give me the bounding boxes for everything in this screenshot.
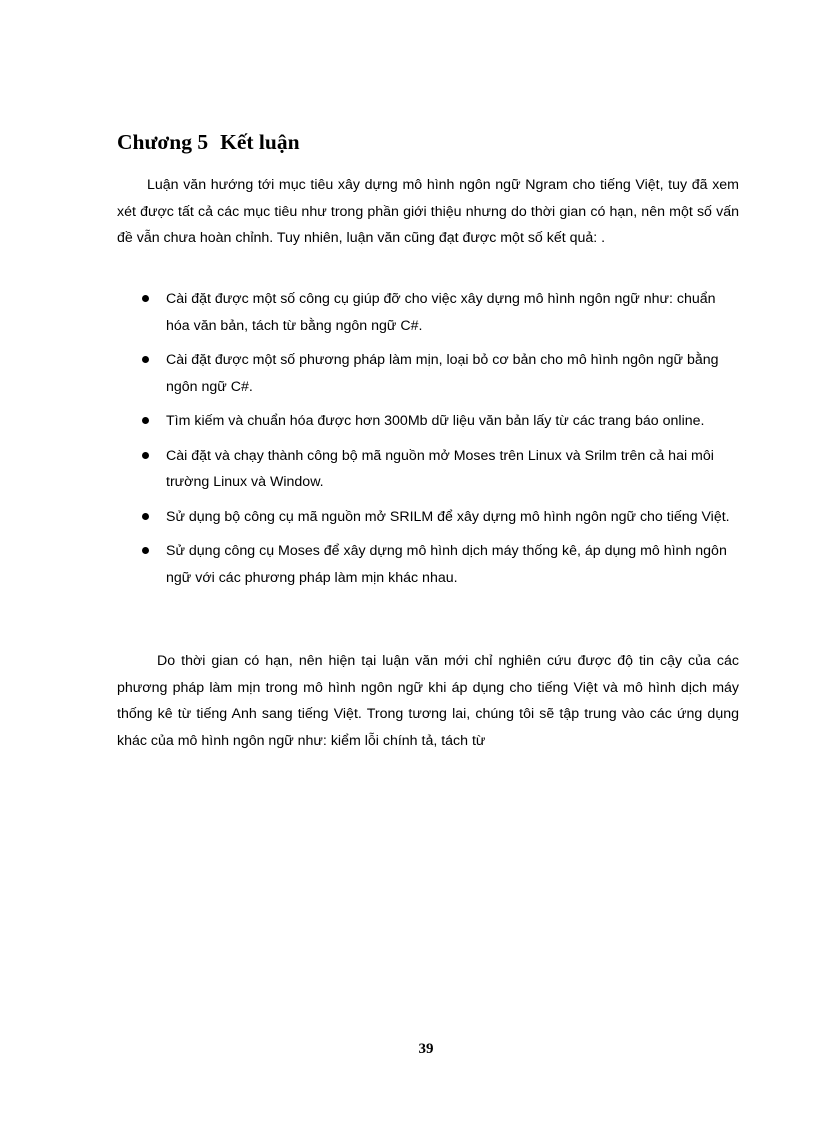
bullet-icon — [142, 356, 149, 363]
page-number: 39 — [418, 1041, 434, 1057]
chapter-number: Chương 5 — [117, 130, 209, 154]
bullet-icon — [142, 295, 149, 302]
list-item-text: Cài đặt và chạy thành công bộ mã nguồn mở Moses trên Linux và Srilm trên cả hai môi trường Linux và Window. — [166, 447, 714, 490]
chapter-heading — [117, 128, 300, 156]
list-item-text: Cài đặt được một số công cụ giúp đỡ cho việc xây dựng mô hình ngôn ngữ như: chuẩn hóa văn bản, tách từ bằng ngôn ngữ C#. — [166, 291, 716, 334]
closing-paragraph: Do thời gian có hạn, nên hiện tại luận văn mới chỉ nghiên cứu được độ tin cậy của các phương pháp làm mịn trong mô hình ngôn ngữ khi áp dụng cho tiếng Việt và mô hình dịch máy thống kê từ tiếng Anh sang tiếng Việt. Trong tương lai, chúng tôi sẽ tập trung vào các ứng dụng khác của mô hình ngôn ngữ như: kiểm lỗi chính tả, tách từ — [117, 653, 739, 749]
results-list — [140, 286, 740, 599]
list-item — [140, 286, 740, 339]
list-item — [140, 504, 740, 531]
bullet-icon — [142, 452, 149, 459]
chapter-title: Kết luận — [220, 130, 300, 154]
list-item-text: Cài đặt được một số phương pháp làm mịn, loại bỏ cơ bản cho mô hình ngôn ngữ bằng ngôn ngữ C#. — [166, 352, 719, 395]
list-item-text: Sử dụng công cụ Moses để xây dựng mô hình dịch máy thống kê, áp dụng mô hình ngôn ngữ với các phương pháp làm mịn khác nhau. — [166, 543, 727, 586]
list-item — [140, 347, 740, 400]
list-item-text: Sử dụng bộ công cụ mã nguồn mở SRILM để xây dựng mô hình ngôn ngữ cho tiếng Việt. — [166, 508, 730, 525]
list-item — [140, 538, 740, 591]
list-item-text: Tìm kiếm và chuẩn hóa được hơn 300Mb dữ liệu văn bản lấy từ các trang báo online. — [166, 413, 705, 429]
list-item — [140, 408, 740, 435]
list-item — [140, 443, 740, 496]
bullet-icon — [142, 417, 149, 424]
bullet-icon — [142, 513, 149, 520]
bullet-icon — [142, 547, 149, 554]
intro-paragraph: Luận văn hướng tới mục tiêu xây dựng mô hình ngôn ngữ Ngram cho tiếng Việt, tuy đã xem xét được tất cả các mục tiêu như trong phần giới thiệu nhưng do thời gian có hạn, nên một số vấn đề vẫn chưa hoàn chỉnh. Tuy nhiên, luận văn cũng đạt được một số kết quả: . — [117, 177, 739, 246]
